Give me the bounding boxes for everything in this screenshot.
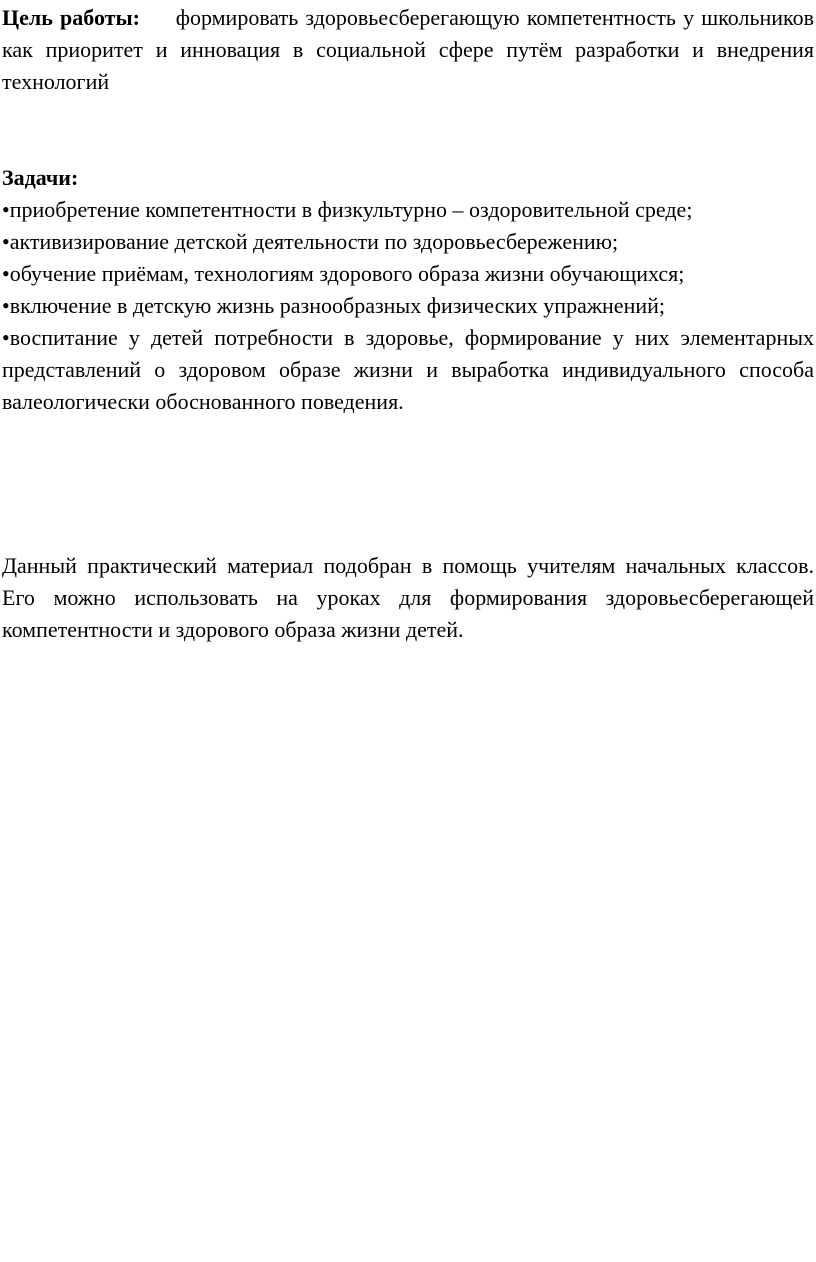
goal-text: формировать здоровьесберегающую компетентность у школьников как приоритет и инновация в социальной сфере путём разработки и внедрения технологий [2, 5, 814, 94]
task-item: •активизирование детской деятельности по здоровьесбережению; [2, 229, 619, 254]
goal-paragraph [2, 2, 814, 98]
task-item: •обучение приёмам, технологиям здорового образа жизни обучающихся; [2, 261, 685, 286]
goal-label: Цель работы: [2, 5, 140, 30]
task-item: •приобретение компетентности в физкультурно – оздоровительной среде; [2, 197, 693, 222]
tasks-list [2, 194, 814, 418]
task-item: •воспитание у детей потребности в здоровье, формирование у них элементарных представлений о здоровом образе жизни и выработка индивидуального способа валеологически обоснованного поведения. [2, 325, 814, 414]
note-paragraph: Данный практический материал подобран в помощь учителям начальных классов. Его можно использовать на уроках для формирования здоровьесберегающей компетентности и здорового образа жизни детей. [2, 553, 814, 642]
task-item: •включение в детскую жизнь разнообразных физических упражнений; [2, 293, 666, 318]
tasks-heading: Задачи: [2, 165, 79, 190]
